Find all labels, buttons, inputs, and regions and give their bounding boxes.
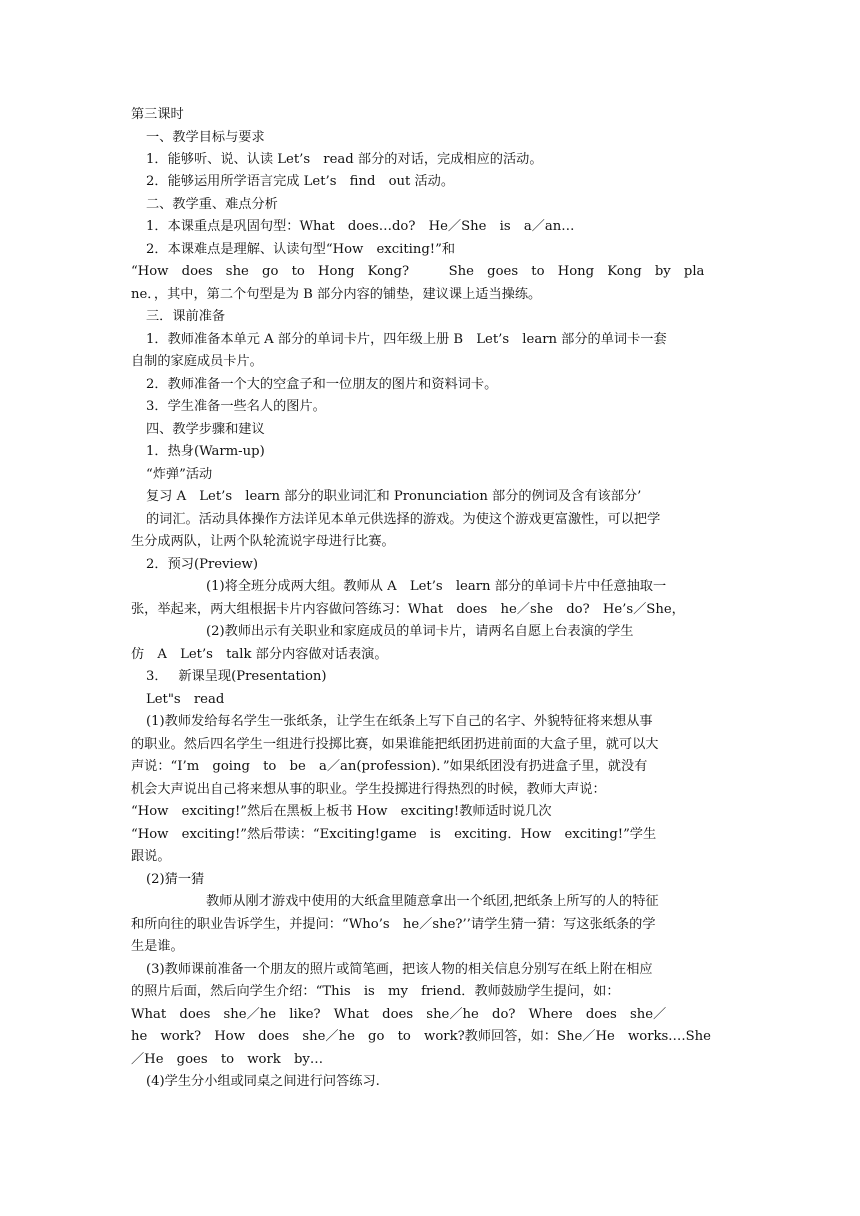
paragraph-line: 复习 A Let’s learn 部分的职业词汇和 Pronunciation 部分的例词及含有该部分’ bbox=[146, 489, 642, 504]
paragraph-line: 3． 新课呈现(Presentation) bbox=[146, 669, 327, 684]
section-heading: 二、教学重、难点分析 bbox=[146, 197, 278, 212]
paragraph-line: (4)学生分小组或同桌之间进行问答练习. bbox=[146, 1074, 380, 1089]
paragraph-line: 的词汇。活动具体操作方法详见本单元供选择的游戏。为使这个游戏更富激性，可以把学 bbox=[146, 512, 661, 527]
paragraph-line: “炸弹”活动 bbox=[146, 467, 213, 482]
section-heading: 三．课前准备 bbox=[146, 309, 226, 324]
paragraph-line: 和所向往的职业告诉学生，并提问：“Who’s he／she?’’请学生猜一猜：写这张纸条的学 bbox=[131, 917, 656, 932]
paragraph-line: 仿 A Let’s talk 部分内容做对话表演。 bbox=[131, 647, 388, 662]
paragraph-line: 2．预习(Preview) bbox=[146, 557, 258, 572]
paragraph-line: (1)将全班分成两大组。教师从 A Let’s learn 部分的单词卡片中任意抽取一 bbox=[206, 579, 667, 594]
paragraph-line: ne．，其中，第二个句型是为 B 部分内容的铺垫，建议课上适当操练。 bbox=[131, 287, 542, 302]
paragraph-line: 2．能够运用所学语言完成 Let’s find out 活动。 bbox=[146, 174, 455, 189]
paragraph-line: “How does she go to Hong Kong? She goes to Hong Kong by pla bbox=[131, 264, 705, 279]
section-heading: 一、教学目标与要求 bbox=[146, 130, 265, 145]
paragraph-line: (2)教师出示有关职业和家庭成员的单词卡片，请两名自愿上台表演的学生 bbox=[206, 624, 634, 639]
paragraph-line: 的职业。然后四名学生一组进行投掷比赛，如果谁能把纸团扔进前面的大盒子里，就可以大 bbox=[131, 737, 659, 752]
paragraph-line: (2)猜一猜 bbox=[146, 872, 205, 887]
paragraph-line: 2．教师准备一个大的空盒子和一位朋友的图片和资料词卡。 bbox=[146, 377, 498, 392]
paragraph-line: (3)教师课前准备一个朋友的照片或简笔画，把该人物的相关信息分别写在纸上附在相应 bbox=[146, 962, 653, 977]
lesson-title: 第三课时 bbox=[131, 107, 184, 122]
paragraph-line: ／He goes to work by… bbox=[131, 1052, 324, 1067]
paragraph-line: Let"s read bbox=[146, 692, 225, 707]
paragraph-line: 声说：“I’m going to be a／an(profession)．”如果纸团没有扔进盒子里，就没有 bbox=[131, 759, 648, 774]
paragraph-line: 生是谁。 bbox=[131, 939, 184, 954]
section-heading: 四、教学步骤和建议 bbox=[146, 422, 265, 437]
paragraph-line: (1)教师发给每名学生一张纸条，让学生在纸条上写下自己的名字、外貌特征将来想从事 bbox=[146, 714, 653, 729]
paragraph-line: 1．能够听、说、认读 Let’s read 部分的对话，完成相应的活动。 bbox=[146, 152, 543, 167]
paragraph-line: 自制的家庭成员卡片。 bbox=[131, 354, 263, 369]
paragraph-line: 2．本课难点是理解、认读句型“How exciting!”和 bbox=[146, 242, 456, 257]
paragraph-line: he work? How does she／he go to work?教师回答，如：She／He works.…She bbox=[131, 1029, 711, 1044]
paragraph-line: 1．本课重点是巩固句型：What does…do? He／She is a／an… bbox=[146, 219, 575, 234]
paragraph-line: 教师从刚才游戏中使用的大纸盒里随意拿出一个纸团,把纸条上所写的人的特征 bbox=[206, 894, 659, 909]
paragraph-line: “How exciting!”然后在黑板上板书 How exciting!教师适时说几次 bbox=[131, 804, 552, 819]
paragraph-line: What does she／he like? What does she／he do? Where does she／ bbox=[131, 1007, 667, 1022]
paragraph-line: “How exciting!”然后带读：“Exciting!game is exciting．How exciting!”学生 bbox=[131, 827, 657, 842]
paragraph-line: 的照片后面，然后向学生介绍：“This is my friend．教师鼓励学生提问，如： bbox=[131, 984, 620, 999]
paragraph-line: 跟说。 bbox=[131, 849, 171, 864]
paragraph-line: 1．教师准备本单元 A 部分的单词卡片，四年级上册 B Let’s learn 部分的单词卡一套 bbox=[146, 332, 667, 347]
paragraph-line: 张，举起来，两大组根据卡片内容做问答练习：What does he／she do? He’s／She， bbox=[131, 602, 685, 617]
paragraph-line: 机会大声说出自己将来想从事的职业。学生投掷进行得热烈的时候，教师大声说： bbox=[131, 782, 606, 797]
paragraph-line: 3．学生准备一些名人的图片。 bbox=[146, 399, 326, 414]
paragraph-line: 1．热身(Warm-up) bbox=[146, 444, 265, 459]
paragraph-line: 生分成两队，让两个队轮流说字母进行比赛。 bbox=[131, 534, 395, 549]
